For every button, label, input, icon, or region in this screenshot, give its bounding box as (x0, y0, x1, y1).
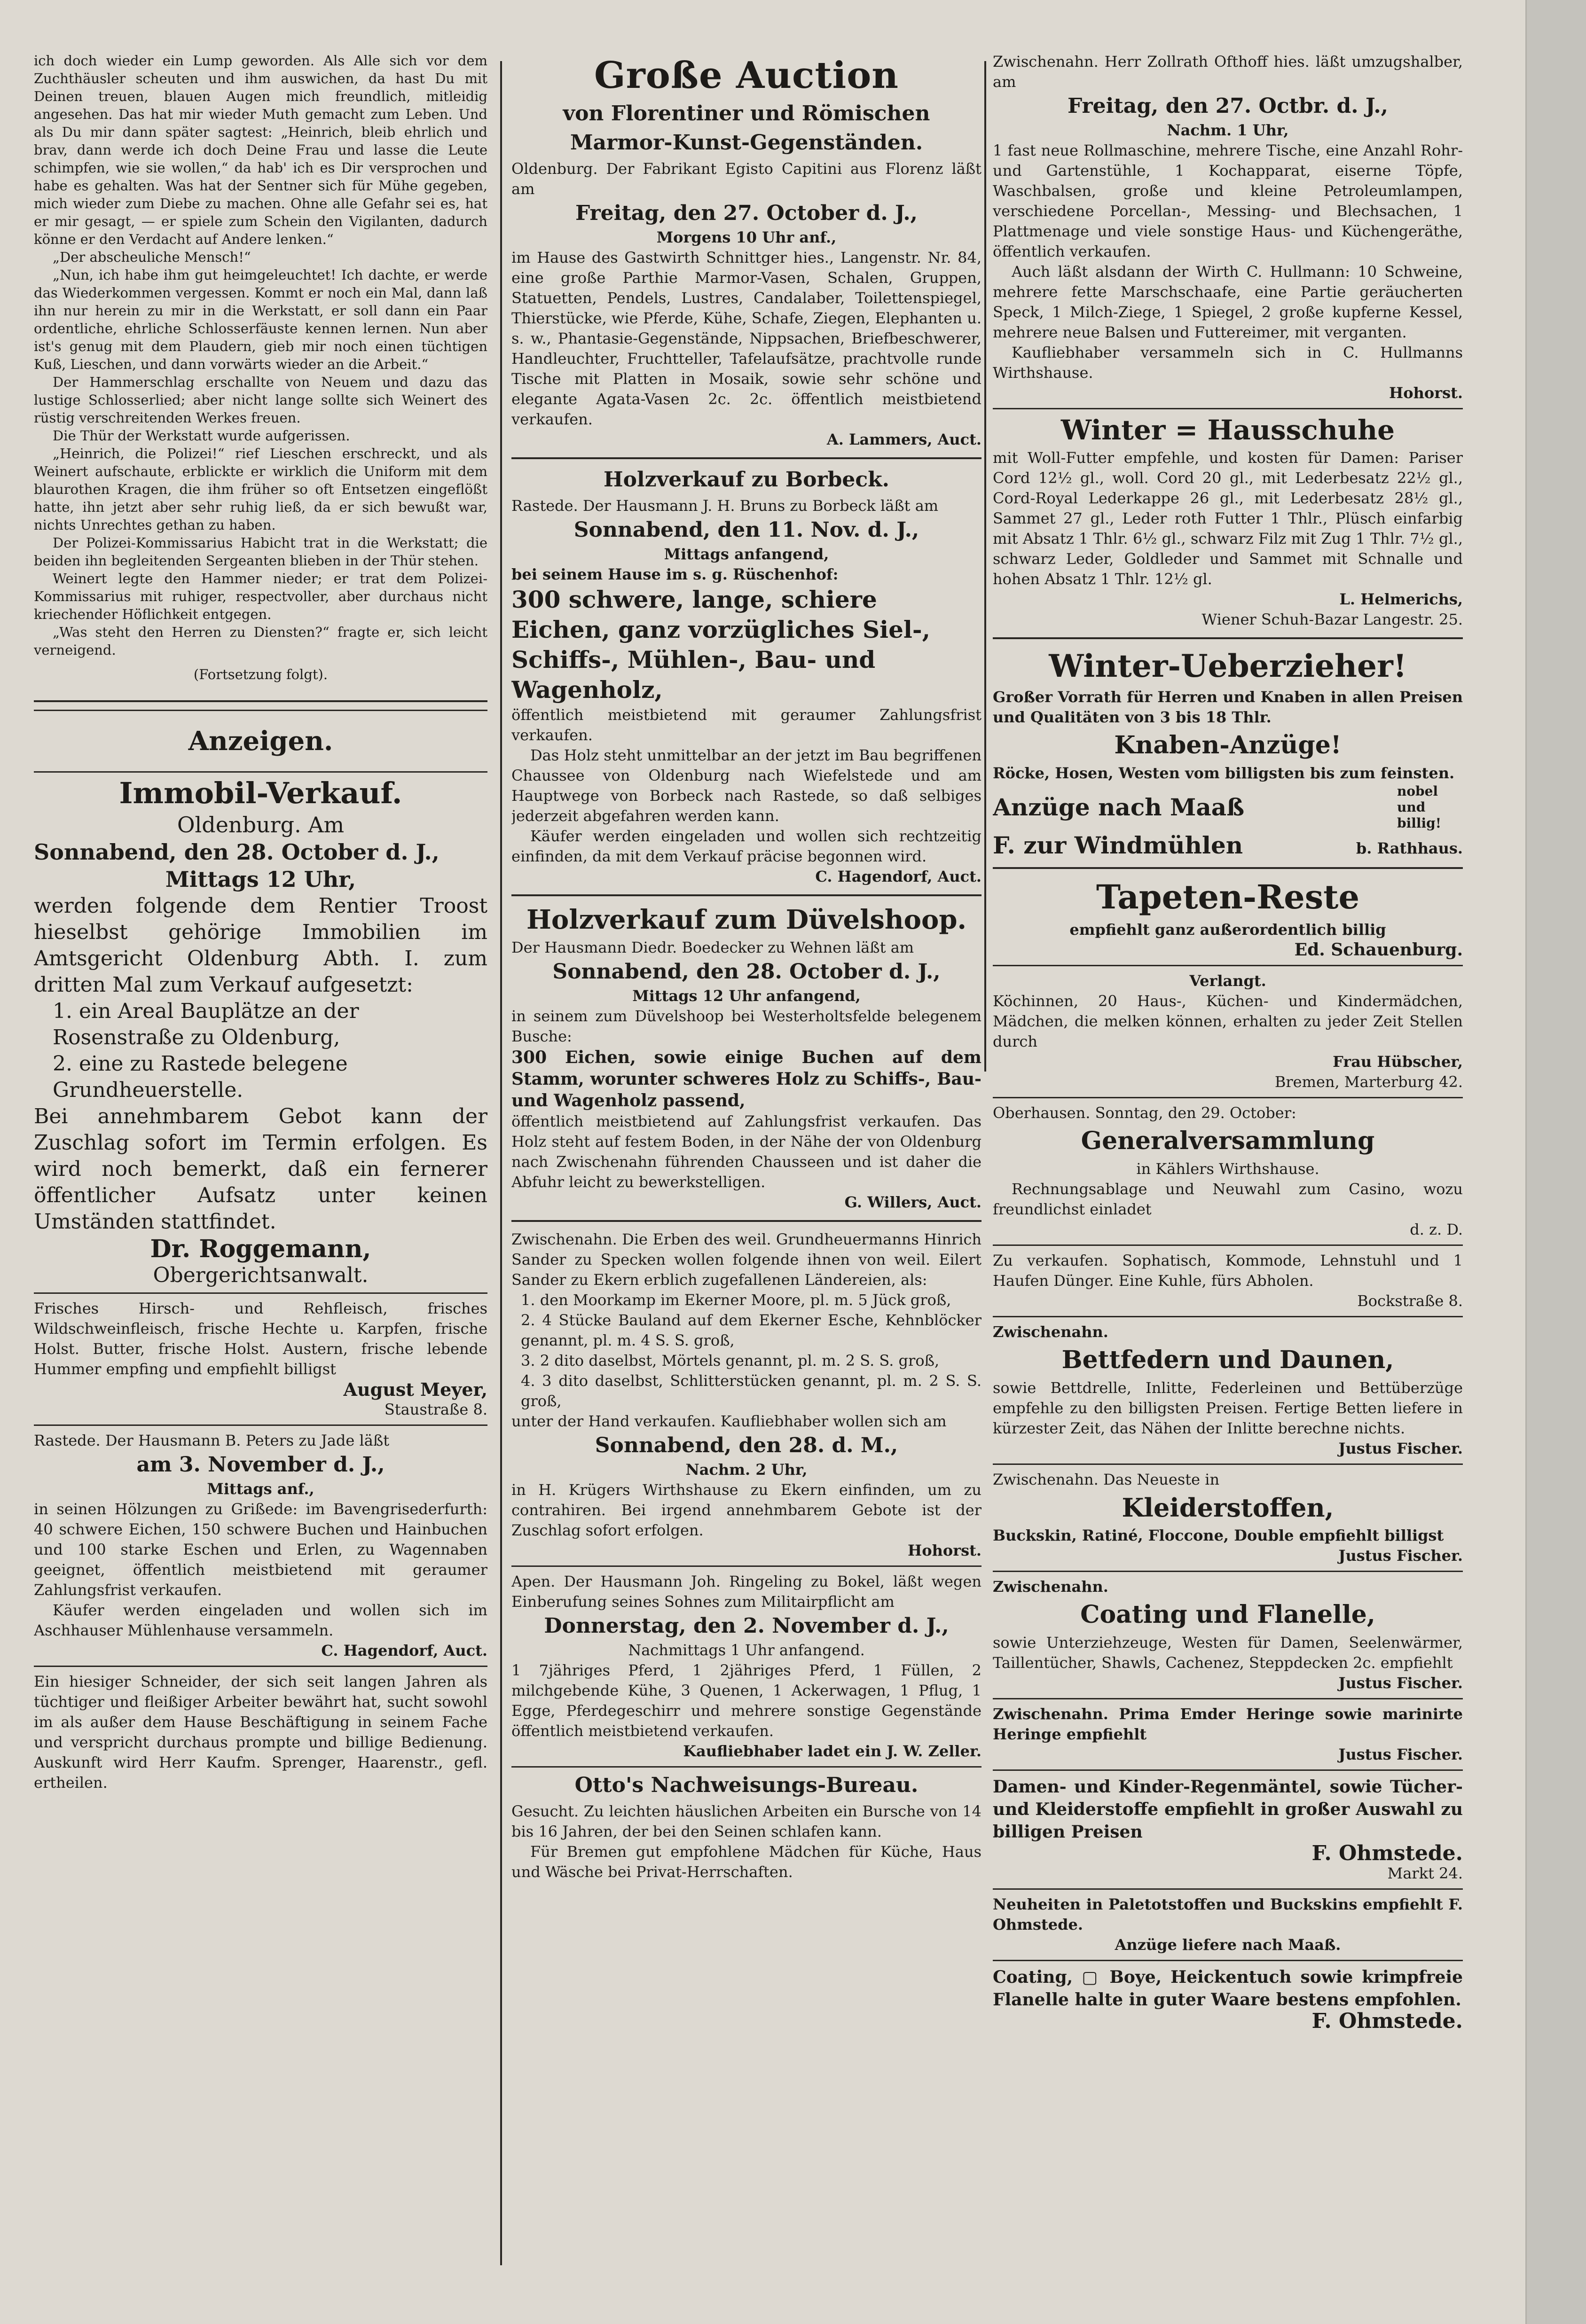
ad-text: Coating, ▢ Boye, Heickentuch sowie krimpfreie Flanelle halte in guter Waare bestens empfohlen. (993, 1967, 1463, 2010)
ad-otto-bureau (511, 1772, 981, 1882)
ad-text: in Kählers Wirthshause. (1136, 1160, 1319, 1178)
ad-list-item: 3. 2 dito daselbst, Mörtels genannt, pl. m. 2 S. S. groß, (521, 1352, 940, 1369)
section-divider (993, 637, 1463, 639)
section-divider (993, 1097, 1463, 1098)
ad-text: Gesucht. Zu leichten häuslichen Arbeiten ein Bursche von 14 bis 16 Jahren, der bei den Seinen schlafen kann. (511, 1802, 981, 1840)
ad-zu-verkaufen (993, 1251, 1463, 1311)
ad-list-item: 1. den Moorkamp im Ekerner Moore, pl. m. 5 Jück groß, (521, 1291, 951, 1309)
ad-signature: Dr. Roggemann, (150, 1235, 371, 1263)
ad-text: Anzüge liefere nach Maaß. (1115, 1936, 1341, 1954)
ad-text: Zwischenahn. Die Erben des weil. Grundheuermanns Hinrich Sander zu Specken wollen folgende ihnen von weil. Eilert Sander zu Ekern erblich zugefallenen Ländereien, als: (511, 1230, 981, 1289)
ad-coating-flanelle (993, 1577, 1463, 1693)
ad-text: in seinen Hölzungen zu Grißede: im Bavengrisederfurth: 40 schwere Eichen, 150 schwere Buchen und Hainbuchen und 100 starke Eschen und Erlen, zu Wagennaben geeignet, öffentlich meistbietend mit geraumer Zahlungsfrist verkaufen. (34, 1500, 487, 1599)
ad-text: Zwischenahn. (993, 1323, 1108, 1341)
ad-text: Damen- und Kinder-Regenmäntel, sowie Tücher- und Kleiderstoffe empfiehlt in großer Auswahl zu billigen Preisen (993, 1777, 1463, 1842)
story-paragraph: „Was steht den Herren zu Diensten?“ fragte er, sich leicht verneigend. (34, 624, 487, 658)
ad-text: Neuheiten in Paletotstoffen und Buckskins empfiehlt F. Ohmstede. (993, 1895, 1463, 1933)
ad-list-item: 1. ein Areal Bauplätze an der Rosenstraße zu Oldenburg, (53, 999, 359, 1049)
ad-ringeling (511, 1572, 981, 1761)
ad-huebscher (993, 971, 1463, 1092)
section-divider (993, 1571, 1463, 1572)
ad-text: Ein hiesiger Schneider, der sich seit langen Jahren als tüchtiger und fleißiger Arbeiter bewährt hat, sucht sowohl im als außer dem Hause Beschäftigung in seinem Fache und verspricht durchaus prompte und billige Bedienung. Auskunft wird Herr Kaufm. Sprenger, Haarenstr., gefl. ertheilen. (34, 1673, 487, 1792)
ad-signature: Justus Fischer. (1338, 1674, 1463, 1692)
ad-signature-row (993, 831, 1463, 860)
ad-signature: A. Lammers, Auct. (826, 430, 981, 448)
section-divider (34, 700, 487, 702)
ad-address: Staustraße 8. (384, 1401, 487, 1418)
ad-signature: Hohorst. (908, 1542, 981, 1559)
ad-text: Apen. Der Hausmann Joh. Ringeling zu Bokel, läßt wegen Einberufung seines Sohnes zum Militairpflicht am (511, 1573, 981, 1611)
ad-winter-hausschuhe (993, 414, 1463, 630)
story-paragraph: „Nun, ich habe ihm gut heimgeleuchtet! Ich dachte, er werde das Wiederkommen vergessen. Kommt er noch ein Mal, dann laß ihn nur herein zu mir in die Werkstatt, er soll dann ein Paar ordentliche, ehrliche Schlosserfäuste kennen lernen. Nun aber ist's genug mit dem Plaudern, gieb mir noch einen tüchtigen Kuß, Lieschen, und dann vorwärts wieder an die Arbeit.“ (34, 267, 487, 372)
ad-time: Nachm. 1 Uhr, (1167, 121, 1289, 139)
ad-signature: C. Hagendorf, Auct. (815, 868, 981, 885)
ad-signature: Ed. Schauenburg. (1294, 940, 1463, 960)
ad-date: Freitag, den 27. Octbr. d. J., (1068, 94, 1388, 118)
ad-title: Holzverkauf zum Düvelshoop. (526, 904, 966, 935)
ad-title: Verlangt. (1189, 972, 1266, 990)
section-divider (993, 1316, 1463, 1317)
ad-address: Bremen, Marterburg 42. (1274, 1073, 1463, 1091)
ad-address: Markt 24. (1387, 1864, 1463, 1882)
column-middle (511, 52, 981, 2303)
ad-text: werden folgende dem Rentier Troost hieselbst gehörige Immobilien im Amtsgericht Oldenburg Abth. I. zum dritten Mal zum Verkauf aufgesetzt: (34, 894, 487, 997)
section-divider (993, 1769, 1463, 1771)
ad-kleiderstoffe (993, 1470, 1463, 1566)
ad-list-item: 2. 4 Stücke Bauland auf dem Ekerner Esche, Kehnblöcker genannt, pl. m. 4 S. S. groß, (521, 1311, 981, 1349)
ad-text: Zwischenahn. (993, 1578, 1108, 1596)
ad-oberhausen (993, 1103, 1463, 1240)
ad-title: Otto's Nachweisungs-Bureau. (574, 1773, 919, 1797)
ad-text: Oberhausen. Sonntag, den 29. October: (993, 1104, 1296, 1122)
ad-text: öffentlich meistbietend mit geraumer Zahlungsfrist verkaufen. (511, 706, 981, 744)
ad-place: in seinem zum Düvelshoop bei Westerholtsfelde belegenem Busche: (511, 1007, 981, 1045)
ad-signature: C. Hagendorf, Auct. (321, 1642, 487, 1659)
ad-tapeten-reste (993, 876, 1463, 960)
column-rule-right (984, 61, 986, 1072)
ad-text: Käufer werden eingeladen und wollen sich im Aschhauser Mühlenhause versammeln. (34, 1601, 487, 1639)
ad-text: Zwischenahn. Prima Emder Heringe sowie marinirte Heringe empfiehlt (993, 1705, 1463, 1743)
ad-time: Nachmittags 1 Uhr anfangend. (628, 1641, 865, 1659)
ad-text: Großer Vorrath für Herren und Knaben in allen Preisen und Qualitäten von 3 bis 18 Thlr. (993, 688, 1463, 726)
ad-signature: August Meyer, (343, 1379, 487, 1400)
ad-text: Frisches Hirsch- und Rehfleisch, frisches Wildschweinfleisch, frische Hechte u. Karpfen, frische Holst. Butter, frische Holst. Austern, frische lebende Hummer empfing und empfiehlt billigst (34, 1299, 487, 1378)
ad-signature-title: Obergerichtsanwalt. (153, 1263, 369, 1287)
ad-subtitle: Marmor-Kunst-Gegenständen. (570, 131, 923, 155)
ad-subtitle: Knaben-Anzüge! (1114, 731, 1342, 759)
ad-text: Auch läßt alsdann der Wirth C. Hullmann: 10 Schweine, mehrere fette Marschschaafe, eine Partie geräucherten Speck, 1 Milch-Ziege, 1 Spiegel, 2 große kupferne Kessel, mehrere neue Balsen und Futtereimer, mit verganten. (993, 263, 1463, 341)
ad-address: Bockstraße 8. (1357, 1292, 1463, 1310)
section-divider (34, 1292, 487, 1294)
ad-date: am 3. November d. J., (136, 1453, 385, 1477)
ad-text: mit Woll-Futter empfehle, und kosten für Damen: Pariser Cord 12½ gl., woll. Cord 20 gl., mit Lederbesatz 22½ gl., Cord-Royal Lederkappe 26 gl., mit Lederbesatz 28½ gl., Sammet 27 gl., Leder roth Futter 1 Thlr., Plüsch einfarbig mit Absatz 1 Thlr. 6½ gl., schwarz Filz mit Zug 1 Thlr. 7½ gl., schwarz Leder, Goldleder und Sammet mit Schnalle und hohen Absatz 1 Thlr. 12½ gl. (993, 449, 1463, 588)
ad-place: bei seinem Hause im s. g. Rüschenhof: (511, 565, 839, 583)
ad-signature: Frau Hübscher, (1333, 1053, 1463, 1071)
ad-date: Sonnabend, den 28. October d. J., (34, 839, 440, 865)
ad-time: Mittags anf., (207, 1480, 314, 1498)
section-divider (993, 1960, 1463, 1961)
ad-holz-borbeck (511, 467, 981, 887)
ad-immobil-verkauf (34, 777, 487, 1288)
ad-title: Immobil-Verkauf. (119, 776, 402, 810)
ad-signature: Justus Fischer. (1338, 1440, 1463, 1457)
ad-ofthoff (993, 52, 1463, 403)
ad-signature: F. Ohmstede. (1311, 1841, 1463, 1865)
ad-signature: Hohorst. (1389, 384, 1463, 402)
ad-schneider (34, 1672, 487, 1793)
ad-signature: Kaufliebhaber ladet ein J. W. Zeller. (683, 1742, 981, 1760)
ad-text: im Hause des Gastwirth Schnittger hies., Langenstr. Nr. 84, eine große Parthie Marmor-Vasen, Schalen, Gruppen, Statuetten, Pendels, Lustres, Candalaber, Toilettenspiegel, Thierstücke, wie Pferde, Kühe, Schafe, Ziegen, Elephanten u. s. w., Phantasie-Gegenstände, Nippsachen, Briefbeschwerer, Handleuchter, Fruchtteller, Tafelaufsätze, prachtvolle runde Tische mit Platten in Mosaik, sowie sehr schöne und elegante Agata-Vasen 2c. 2c. öffentlich meistbietend verkaufen. (511, 249, 981, 428)
section-divider (993, 1888, 1463, 1890)
story-paragraph: Der Hammerschlag erschallte von Neuem und dazu das lustige Schlosserlied; aber nicht lange sollte sich Weinert des rüstig verschreitenden Werkes freuen. (34, 374, 487, 426)
ad-holz-duevelshoop (511, 904, 981, 1213)
ad-time: Nachm. 2 Uhr, (685, 1461, 808, 1479)
ad-text: Rastede. Der Hausmann B. Peters zu Jade läßt (34, 1432, 390, 1449)
ad-title: Generalversammlung (1081, 1127, 1375, 1155)
ad-text: sowie Unterziehzeuge, Westen für Damen, Seelenwärmer, Taillentücher, Shawls, Cachenez, Steppdecken 2c. empfiehlt (993, 1634, 1463, 1672)
ad-masz-row (993, 783, 1463, 831)
ad-text: unter der Hand verkaufen. Kaufliebhaber wollen sich am (511, 1412, 947, 1430)
section-divider (993, 1244, 1463, 1246)
ad-peters-holz (34, 1431, 487, 1661)
ad-regenmaentel (993, 1776, 1463, 1884)
section-divider (511, 1766, 981, 1768)
ad-time: Mittags 12 Uhr, (165, 867, 356, 892)
ad-date: Freitag, den 27. October d. J., (575, 201, 918, 225)
ad-text: Der Hausmann Diedr. Boedecker zu Wehnen läßt am (511, 939, 914, 956)
column-right (993, 52, 1463, 2303)
section-divider (511, 1565, 981, 1567)
ad-title: Kleiderstoffen, (1122, 1493, 1334, 1523)
ad-text: 1 7jähriges Pferd, 1 2jähriges Pferd, 1 Füllen, 2 milchgebende Kühe, 3 Quenen, 1 Ackerwagen, 1 Pflug, 1 Egge, Pferdegeschirr und mehrere sonstige Gegenstände öffentlich meistbietend verkaufen. (511, 1661, 981, 1740)
ad-date: Donnerstag, den 2. November d. J., (544, 1614, 949, 1638)
ad-title: Große Auction (594, 54, 899, 97)
ad-time: Mittags anfangend, (664, 545, 829, 563)
ad-grosse-auction (511, 54, 981, 450)
ad-paletotstoffe (993, 1894, 1463, 1955)
ad-text: Röcke, Hosen, Westen vom billigsten bis zum feinsten. (993, 764, 1455, 782)
story-paragraph: ich doch wieder ein Lump geworden. Als Alle sich vor dem Zuchthäusler scheuten und ihm auswichen, da hast Du mit Deinen treuen, blauen Augen mich freundlich, mitleidig angesehen. Das hat mir wieder Muth gemacht zum Leben. Und als Du mir dann später sagtest: „Heinrich, bleib ehrlich und brav, dann werde ich doch Deine Frau und lasse die Leute schimpfen, wie sie wollen,“ da hab' ich es Dir versprochen und habe es gehalten. Was hat der Sentner sich für Mühe gegeben, mich wieder zum Diebe zu machen. Ohne alle Gefahr sei es, hat er mir gesagt, — er spiele zum Schein den Vigilanten, dadurch könne er den Verdacht auf Andere lenken.“ (34, 53, 487, 247)
ad-text: Zwischenahn. Herr Zollrath Ofthoff hies. läßt umzugshalber, am (993, 53, 1463, 91)
ad-signature: F. Ohmstede. (1311, 2009, 1463, 2033)
ad-text: Buckskin, Ratiné, Floccone, Double empfiehlt billigst (993, 1526, 1444, 1544)
ad-highlight: 300 Eichen, sowie einige Buchen auf dem Stamm, worunter schweres Holz zu Schiffs-, Bau- und Wagenholz passend, (511, 1048, 981, 1111)
section-divider (993, 1463, 1463, 1465)
ad-title: Tapeten-Reste (1096, 877, 1360, 916)
section-divider (511, 894, 981, 896)
section-divider (34, 710, 487, 711)
story-paragraph: Der Polizei-Kommissarius Habicht trat in die Werkstatt; die beiden ihn begleitenden Sergeanten blieben in der Thür stehen. (34, 535, 487, 569)
ad-text: Oldenburg. Am (177, 812, 345, 837)
ad-signature: F. zur Windmühlen (993, 831, 1243, 859)
section-divider (511, 1220, 981, 1222)
ad-text: Käufer werden eingeladen und wollen sich rechtzeitig einfinden, da mit dem Verkauf präcise begonnen wird. (511, 827, 981, 865)
section-divider (34, 771, 487, 773)
ad-sander (511, 1229, 981, 1561)
section-divider (993, 965, 1463, 966)
ad-time: Mittags 12 Uhr anfangend, (632, 987, 861, 1005)
ad-date: Sonnabend, den 11. Nov. d. J., (573, 518, 919, 542)
ad-time: Morgens 10 Uhr anf., (656, 228, 837, 246)
story-paragraph: „Heinrich, die Polizei!“ rief Lieschen erschreckt, und als Weinert aufschaute, erblickte er wirklich die Uniform mit dem blaurothen Kragen, die ihm früher so oft Entsetzen eingeflößt hatte, ihn jetzt aber sehr ruhig ließ, da er sich bewußt war, nichts Unrechtes gethan zu haben. (34, 446, 487, 533)
section-divider (993, 408, 1463, 409)
ad-highlight: 300 schwere, lange, schiere Eichen, ganz vorzügliches Siel-, Schiffs-, Mühlen-, Bau- und Wagenholz, (511, 586, 931, 704)
ad-meyer (34, 1299, 487, 1420)
ad-list-item: 4. 3 dito daselbst, Schlitterstücken genannt, pl. m. 2 S. S. groß, (521, 1372, 981, 1410)
ad-signature: Justus Fischer. (1338, 1547, 1463, 1565)
ad-address: Wiener Schuh-Bazar Langestr. 25. (1201, 610, 1463, 628)
ad-side-note: nobel und billig! (1397, 783, 1441, 831)
ad-text: Für Bremen gut empfohlene Mädchen für Küche, Haus und Wäsche bei Privat-Herrschaften. (511, 1843, 981, 1881)
ad-title: Coating und Flanelle, (1080, 1600, 1375, 1629)
ad-title: Winter-Ueberzieher! (1049, 648, 1407, 684)
ad-subtitle: von Florentiner und Römischen (563, 102, 930, 125)
ad-date: Sonnabend, den 28. d. M., (595, 1433, 898, 1457)
column-rule-left (500, 61, 502, 2265)
ad-text: sowie Bettdrelle, Inlitte, Federleinen und Bettüberzüge empfehle zu den billigsten Preisen. Fertige Betten liefere in kürzester Zeit, das Nähen der Inlitte berechne nichts. (993, 1379, 1463, 1437)
page-edge (1525, 0, 1586, 2324)
ad-address: b. Rathhaus. (1356, 839, 1463, 857)
ad-text: Rechnungsablage und Neuwahl zum Casino, wozu freundlichst einladet (993, 1180, 1463, 1218)
ad-signature: d. z. D. (1410, 1221, 1463, 1238)
ad-title: Winter = Hausschuhe (1060, 414, 1395, 446)
ad-text: empfiehlt ganz außerordentlich billig (1069, 921, 1386, 939)
ad-text: Das Holz steht unmittelbar an der jetzt im Bau begriffenen Chaussee von Oldenburg nach Wiefelstede und am Hauptwege von Borbeck nach Rastede, so daß selbiges jederzeit abgefahren werden kann. (511, 746, 981, 825)
section-divider (511, 457, 981, 459)
ad-text: Zu verkaufen. Sophatisch, Kommode, Lehnstuhl und 1 Haufen Dünger. Eine Kuhle, fürs Abholen. (993, 1252, 1463, 1290)
ad-winter-ueberzieher (993, 647, 1463, 860)
ad-bettfedern (993, 1322, 1463, 1459)
ad-text: Köchinnen, 20 Haus-, Küchen- und Kindermädchen, Mädchen, die melken können, erhalten zu jeder Zeit Stellen durch (993, 992, 1463, 1050)
ad-text: öffentlich meistbietend auf Zahlungsfrist verkaufen. Das Holz steht auf festem Boden, in der Nähe der von Oldenburg nach Zwischenahn führenden Chausseen und ist daher die Abfuhr leicht zu bewerkstelligen. (511, 1112, 981, 1191)
column-left (34, 52, 487, 2303)
ad-text: Oldenburg. Der Fabrikant Egisto Capitini aus Florenz läßt am (511, 160, 981, 198)
story-paragraph: Die Thür der Werkstatt wurde aufgerissen. (53, 428, 350, 444)
section-divider (34, 1424, 487, 1426)
ad-text: 1 fast neue Rollmaschine, mehrere Tische, eine Anzahl Rohr- und Gartenstühle, 1 Kochapparat, eiserne Töpfe, Waschbalsen, große und kleine Petroleumlampen, verschiedene Porcellan-, Messing- und Blechsachen, 1 Plattmenage und viele sonstige Haus- und Küchengeräthe, öffentlich verkaufen. (993, 141, 1463, 260)
serial-story (34, 52, 487, 683)
section-divider (993, 867, 1463, 869)
story-paragraph: „Der abscheuliche Mensch!“ (53, 249, 251, 265)
ad-signature: G. Willers, Auct. (844, 1193, 981, 1211)
section-divider (993, 1698, 1463, 1699)
ad-text: Rastede. Der Hausmann J. H. Bruns zu Borbeck läßt am (511, 497, 939, 515)
section-heading-anzeigen: Anzeigen. (188, 726, 333, 757)
ad-coating-boye (993, 1966, 1463, 2031)
ad-date: Sonnabend, den 28. October d. J., (552, 960, 941, 984)
ad-heringe (993, 1704, 1463, 1765)
ad-list-item: 2. eine zu Rastede belegene Grundheuerstelle. (53, 1052, 348, 1102)
section-divider (34, 1666, 487, 1667)
ad-signature: Justus Fischer. (1338, 1745, 1463, 1763)
ad-text: Kaufliebhaber versammeln sich in C. Hullmanns Wirthshause. (993, 344, 1463, 382)
ad-text: Zwischenahn. Das Neueste in (993, 1471, 1220, 1488)
ad-signature: L. Helmerichs, (1339, 590, 1463, 608)
ad-text: in H. Krügers Wirthshause zu Ekern einfinden, um zu contrahiren. Bei irgend annehmbarem Gebote ist der Zuschlag sofort erfolgen. (511, 1481, 981, 1539)
ad-title: Bettfedern und Daunen, (1061, 1346, 1394, 1374)
story-continuation: (Fortsetzung folgt). (193, 666, 328, 682)
ad-title: Holzverkauf zu Borbeck. (604, 468, 889, 492)
ad-subtitle: Anzüge nach Maaß (993, 793, 1245, 821)
story-paragraph: Weinert legte den Hammer nieder; er trat dem Polizei-Kommissarius mit ruhiger, respectvoller, aber durchaus nicht kriechender Höflichkeit entgegen. (34, 571, 487, 622)
ad-text: Bei annehmbarem Gebot kann der Zuschlag sofort im Termin erfolgen. Es wird noch bemerkt, daß ein fernerer öffentlicher Aufsatz unter keinen Umständen stattfindet. (34, 1104, 487, 1234)
